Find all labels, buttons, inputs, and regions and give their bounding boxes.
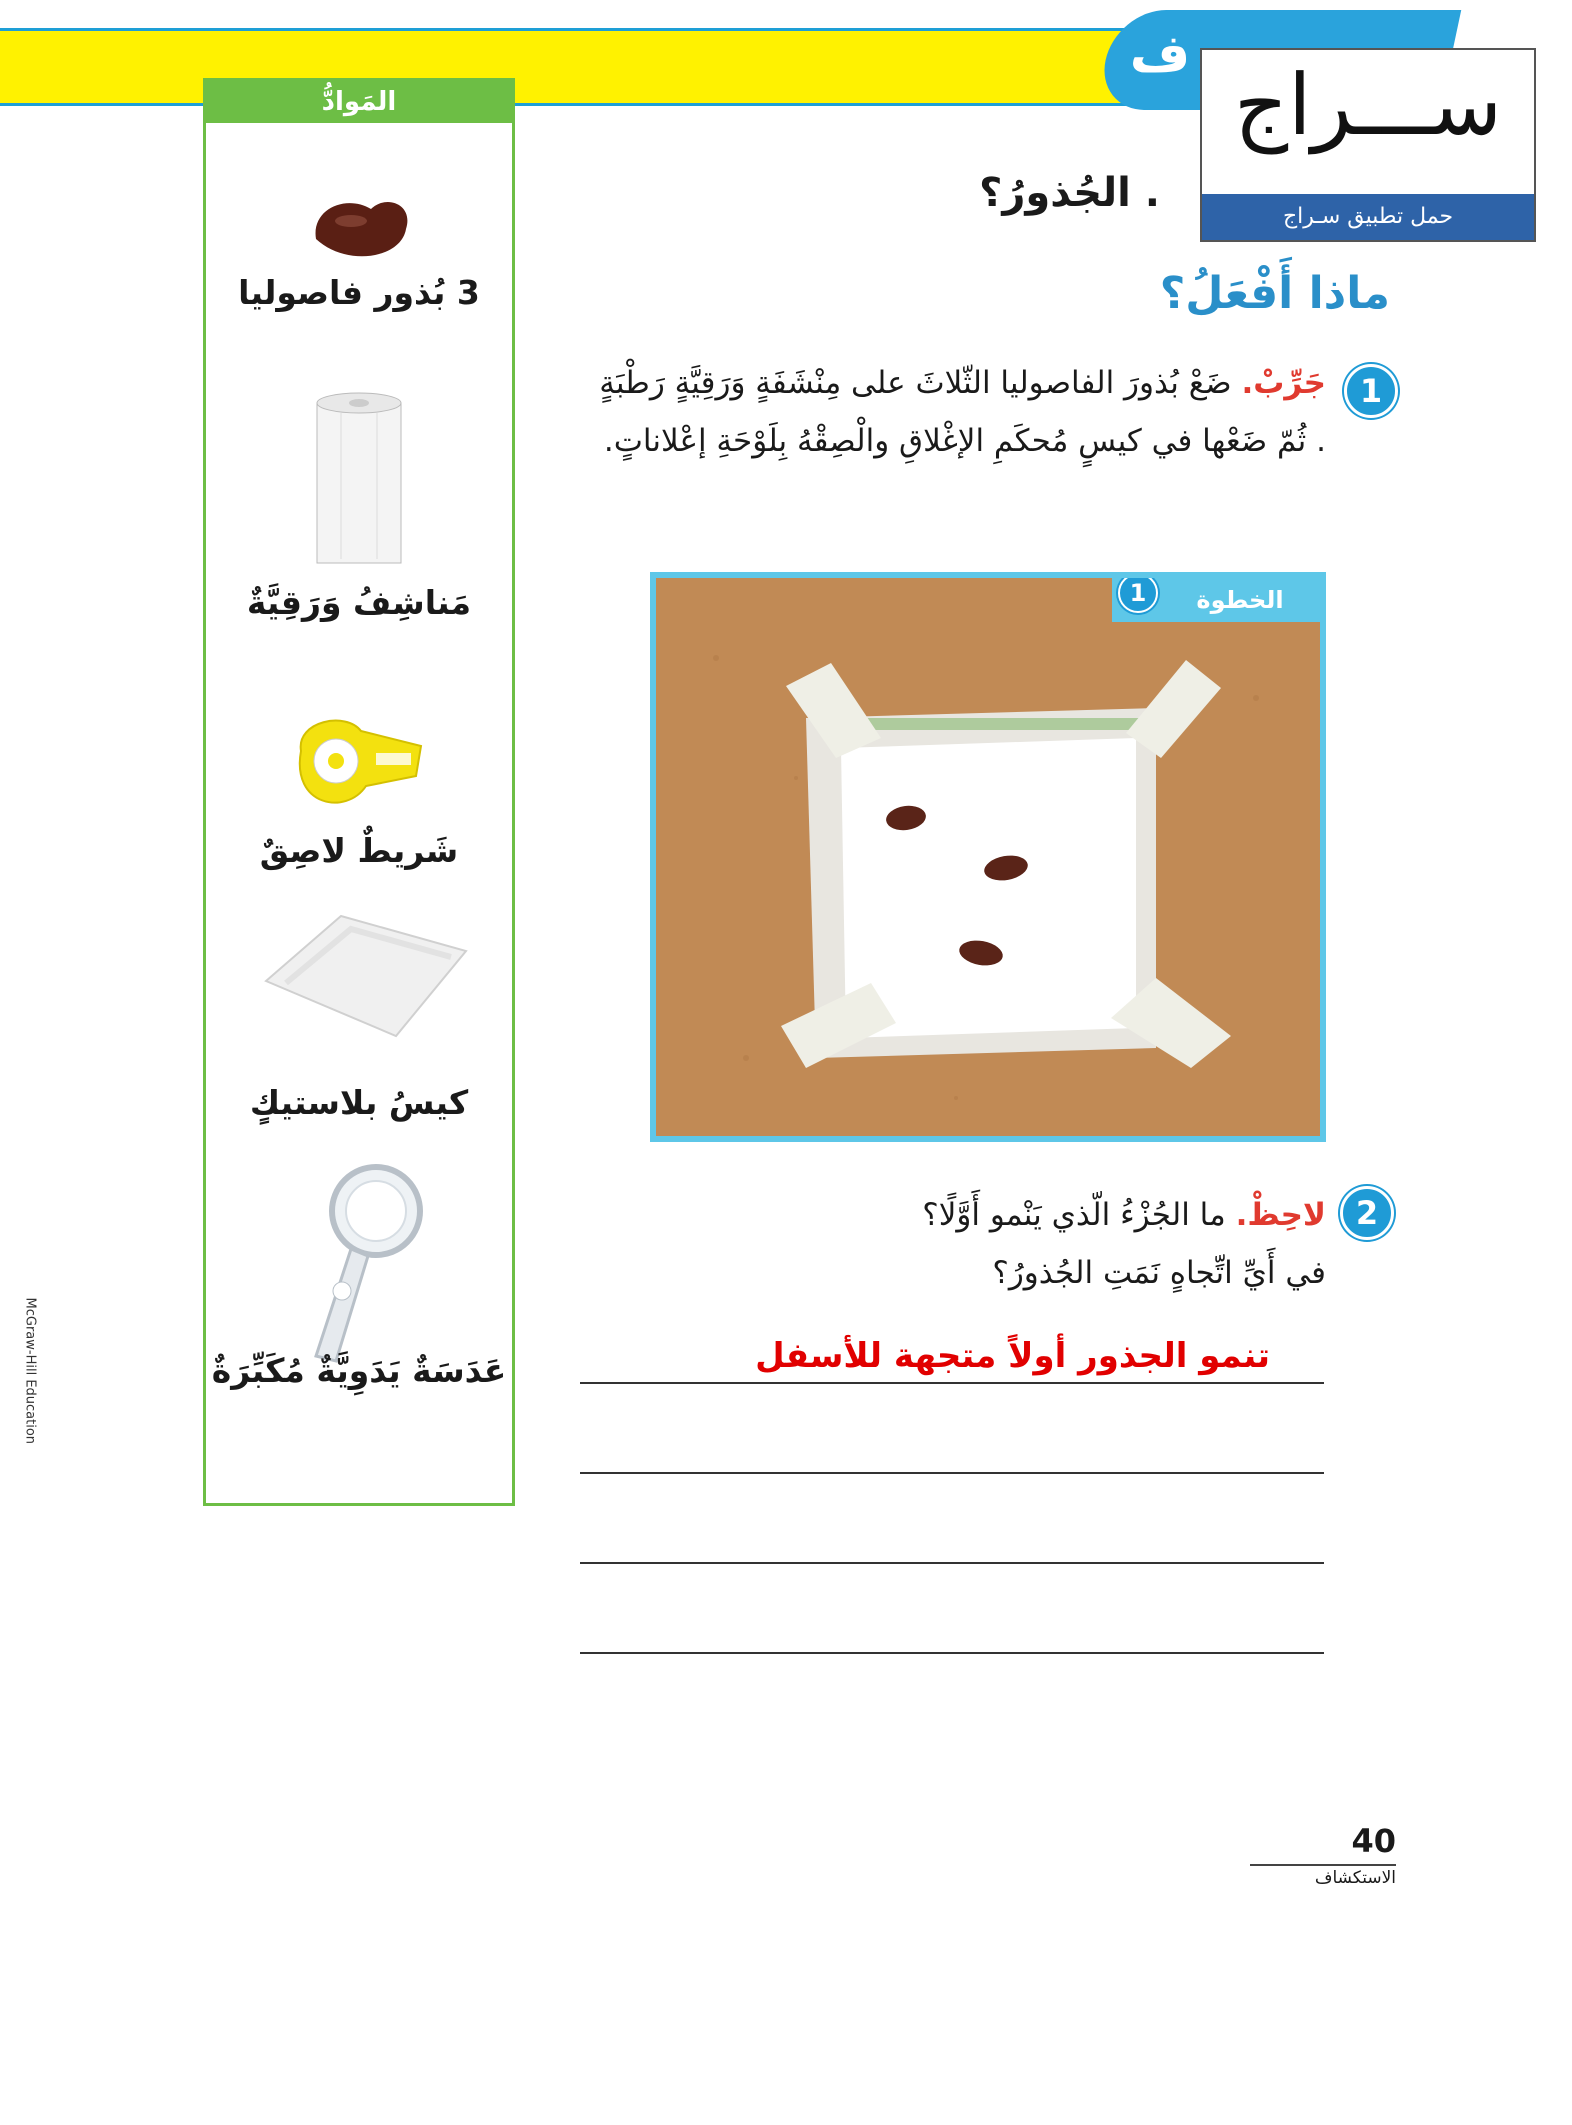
magnifying-lens-icon <box>296 1161 426 1371</box>
page-number: 40 <box>1351 1822 1396 1860</box>
answer-line-1[interactable] <box>580 1382 1324 1384</box>
material-label-tape: شَريطٌ لاصِقٌ <box>259 831 459 870</box>
material-label-magnifier: عَدَسَةٌ يَدَوِيَّةٌ مُكَبِّرَةٌ <box>211 1351 507 1390</box>
chapter-tab-text: ف <box>1129 24 1191 84</box>
paper-towel-icon <box>311 391 407 571</box>
siraj-logo <box>1200 48 1536 242</box>
step-1-text <box>590 354 1326 470</box>
answer-line-2[interactable] <box>580 1472 1324 1474</box>
materials-panel <box>203 78 515 1506</box>
materials-title: المَوادُّ <box>206 81 512 123</box>
material-label-beans: 3 بُذور فاصوليا <box>238 273 480 312</box>
step-2-question-1: ما الجُزْءُ الّذي يَنْمو أَوَّلًا؟ <box>922 1197 1226 1233</box>
bean-seed-icon <box>306 189 416 269</box>
experiment-photo <box>650 572 1326 1142</box>
what-to-do-heading: ماذا أَفْعَلُ؟ <box>1159 268 1390 319</box>
step-2-number: 2 <box>1340 1186 1394 1240</box>
plastic-bag-icon <box>246 911 476 1041</box>
step-2-keyword: لاحِظْ. <box>1235 1197 1326 1233</box>
bean-bag-photo <box>656 578 1320 1136</box>
answer-line-3[interactable] <box>580 1562 1324 1564</box>
material-label-plastic-bag: كيسُ بلاستيكٍ <box>249 1083 469 1122</box>
tape-dispenser-icon <box>286 711 436 821</box>
step-1-keyword: جَرِّبْ. <box>1241 365 1326 401</box>
question-heading: . الجُذورُ؟ <box>979 170 1160 216</box>
photo-tag-label: الخطوة <box>1196 586 1284 614</box>
section-name: الاستكشاف <box>1250 1864 1396 1888</box>
material-label-paper-towels: مَناشِفُ وَرَقِيَّةٌ <box>246 583 472 622</box>
handwritten-answer: تنمو الجذور أولاً متجهة للأسفل <box>755 1336 1270 1376</box>
step-2-question-2: في أَيِّ اتِّجاهٍ نَمَتِ الجُذورُ؟ <box>992 1255 1326 1291</box>
answer-line-4[interactable] <box>580 1652 1324 1654</box>
logo-wordmark: ســـراج <box>1233 56 1503 154</box>
step-1-instructions: ضَعْ بُذورَ الفاصوليا الثّلاثَ على مِنْشَفَةٍ وَرَقِيَّةٍ رَطْبَةٍ . ثُمّ ضَعْها في كيسٍ مُحكَمِ الإغْلاقِ والْصِقْهُ بِلَوْحَةِ إعْلاناتٍ. <box>599 365 1326 459</box>
step-2-line-1 <box>740 1186 1326 1244</box>
photo-step-tag <box>1112 578 1320 622</box>
step-1-number: 1 <box>1344 364 1398 418</box>
logo-caption: حمل تطبيق سـراج <box>1202 194 1534 240</box>
copyright-text: McGraw-Hill Education <box>22 1297 38 1445</box>
photo-tag-number: 1 <box>1118 573 1158 613</box>
